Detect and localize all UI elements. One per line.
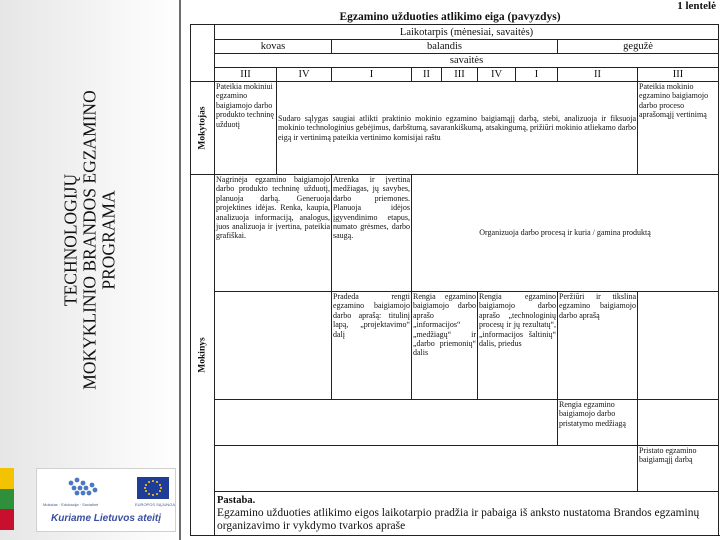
period-header: Laikotarpis (mėnesiai, savaitės)	[215, 25, 719, 40]
teacher-first-task: Pateikia mokiniui egzamino baigiamojo darbo produkto techninę užduotį	[215, 82, 277, 175]
weeks-header-row	[191, 54, 719, 68]
left-panel	[0, 0, 179, 540]
teacher-main-task: Sudaro sąlygas saugiai atlikti praktinio mokinio egzamino baigiamąjį darbą, stebi, analizuoja ir fiksuoja mokinio technologinius gebėjimus, darbštumą, savarankiškumą, atsakingumą, prižiūri mokinio atliekamo darbo eigą ir vertinimą pateikia vertinimo komisijai raštu	[277, 82, 638, 175]
student-prepares-task: Pradeda rengti egzamino baigiamojo darbo aprašą: titulinį lapą, „projektavimo“ dalį	[332, 292, 412, 400]
table-title: Egzamino užduoties atlikimo eiga (pavyzdys)	[339, 11, 561, 23]
schedule-table	[190, 24, 719, 536]
month-april: balandis	[332, 40, 558, 54]
empty-cell	[215, 446, 638, 492]
week-cell: IV	[478, 68, 516, 82]
program-title-line-1: TECHNOLOGIJŲ	[60, 173, 81, 307]
student-row-2	[191, 292, 719, 400]
note-row	[191, 492, 719, 536]
period-header-row	[191, 25, 719, 40]
empty-cell	[638, 400, 719, 446]
note-text: Egzamino užduoties atlikimo eigos laikotarpio pradžia ir pabaiga iš anksto nustatoma Brandos egzaminų organizavimo ir vykdymo tvarkos apraše	[217, 507, 700, 532]
teacher-label: Mokytojas	[196, 106, 207, 150]
lithuanian-flag-icon	[0, 468, 14, 530]
divider	[179, 0, 181, 540]
note	[215, 492, 719, 536]
esf-logo-icon	[65, 475, 103, 501]
corner-cell	[191, 25, 215, 82]
table-number: 1 lentelė	[677, 0, 716, 12]
empty-cell	[215, 400, 558, 446]
month-may: gegužė	[558, 40, 719, 54]
eu-flag-icon	[137, 477, 169, 499]
slogan: Kuriame Lietuvos ateitį	[50, 513, 162, 524]
student-tech-part-task: Rengia egzamino baigiamojo darbo aprašo „technologinių procesų ir jų rezultatų“, „informacijos šaltinių“ dalis, priedus	[478, 292, 558, 400]
logo-caption-left: Mokslas · Edukacija · Socialinė	[43, 502, 99, 507]
teacher-last-task: Pateikia mokinio egzamino baigiamojo darbo proceso aprašomąjį vertinimą	[638, 82, 719, 175]
teacher-row	[191, 82, 719, 175]
student-label: Mokinys	[196, 337, 207, 373]
week-cell: III	[442, 68, 478, 82]
student-organizes-task: Organizuoja darbo procesą ir kuria / gamina produktą	[412, 175, 719, 292]
student-label-cell	[191, 175, 215, 536]
weeks-header: savaitės	[215, 54, 719, 68]
student-row-3	[191, 400, 719, 446]
student-row-1	[191, 175, 719, 292]
student-row-4	[191, 446, 719, 492]
student-selects-task: Atrenka ir įvertina medžiagas, jų savybes, darbo priemones. Planuoja idėjos įgyvendinimo etapus, numato grėsmes, darbo saugą.	[332, 175, 412, 292]
week-cell: I	[516, 68, 558, 82]
empty-cell	[215, 292, 332, 400]
program-title	[62, 60, 119, 420]
student-presentation-task: Rengia egzamino baigiamojo darbo pristatymo medžiagą	[558, 400, 638, 446]
week-cell: II	[412, 68, 442, 82]
student-analysis-task: Nagrinėja egzamino baigiamojo darbo produkto techninę užduotį, planuoja darbą. Generuoja projektines idėjas. Renka, kaupia, analizuoja informaciją, analogus, juos analizuoja ir įvertina, pateikia grafiškai.	[215, 175, 332, 292]
logo-caption-eu: EUROPOS SĄJUNGA	[135, 502, 176, 507]
eu-funding-logo	[36, 468, 176, 532]
teacher-label-cell	[191, 82, 215, 175]
program-title-line-2: MOKYKLINIO BRANDOS EGZAMINO	[79, 90, 100, 390]
program-title-line-3: PROGRAMA	[98, 190, 119, 290]
months-row	[191, 40, 719, 54]
week-cell: I	[332, 68, 412, 82]
week-cell: IV	[277, 68, 332, 82]
week-cell: III	[215, 68, 277, 82]
week-cell: II	[558, 68, 638, 82]
student-reviews-task: Peržiūri ir tikslina egzamino baigiamojo darbo aprašą	[558, 292, 638, 400]
weeks-row	[191, 68, 719, 82]
student-info-part-task: Rengia egzamino baigiamojo darbo aprašo „informacijos“ „medžiagų“ ir „darbo priemonių“ dalis	[412, 292, 478, 400]
month-march: kovas	[215, 40, 332, 54]
note-label: Pastaba.	[217, 495, 256, 506]
student-presents-task: Pristato egzamino baigiamąjį darbą	[638, 446, 719, 492]
empty-cell	[638, 292, 719, 400]
week-cell: III	[638, 68, 719, 82]
